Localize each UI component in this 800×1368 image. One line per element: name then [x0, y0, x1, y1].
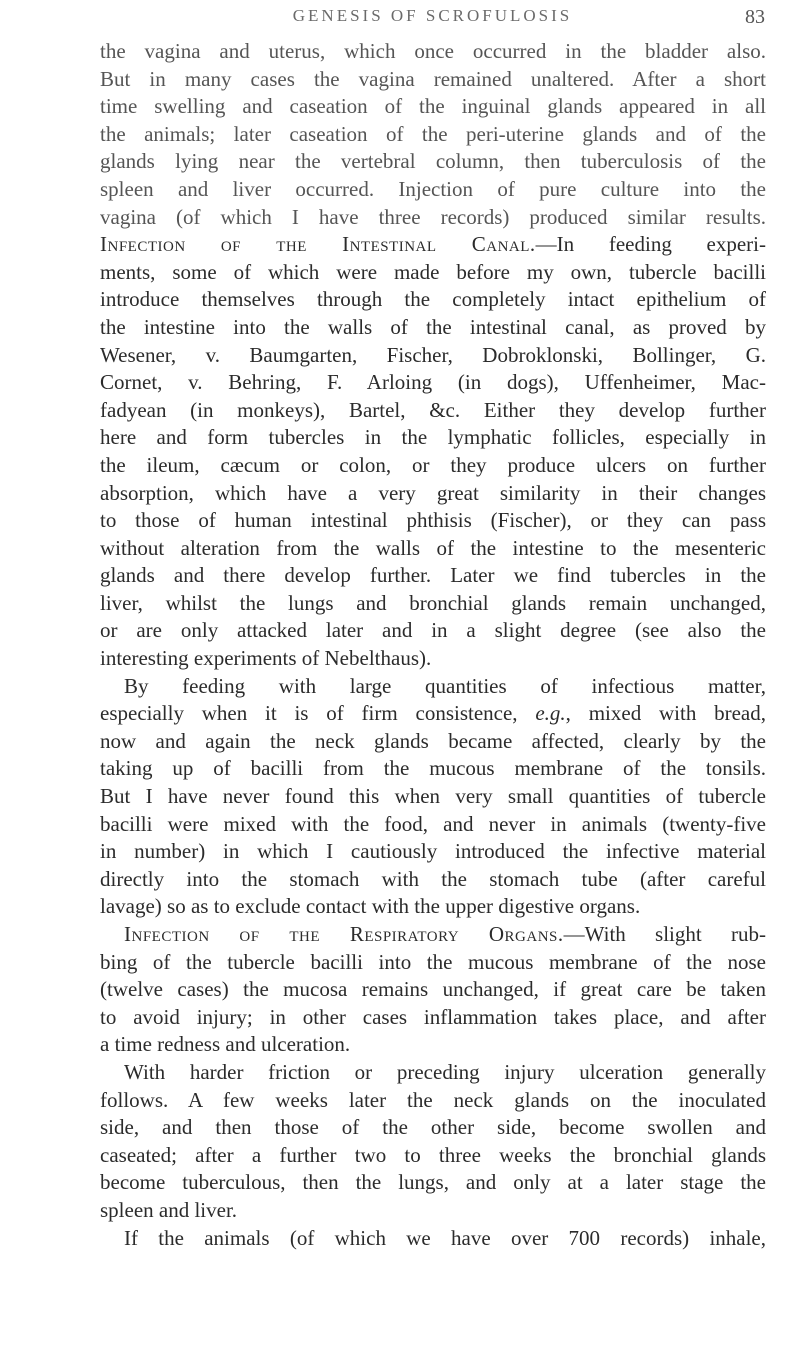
text-line: With harder friction or preceding injury ulceration generally: [124, 1059, 766, 1084]
text-line: spleen and liver occurred. Injection of pure culture into the: [100, 176, 766, 201]
text-line: If the animals (of which we have over 700 records) inhale,: [124, 1225, 766, 1250]
text-line: [100, 231, 766, 259]
text-line: glands lying near the vertebral column, then tuberculosis of the: [100, 149, 766, 174]
text-line: now and again the neck glands became affected, clearly by the: [100, 728, 766, 753]
text-line: absorption, which have a very great similarity in their changes: [100, 480, 766, 505]
running-head: [100, 6, 765, 32]
text-line: But I have never found this when very small quantities of tubercle: [100, 784, 766, 809]
italic-text: e.g.: [535, 701, 566, 726]
text-line: [100, 700, 766, 728]
text-line: to those of human intestinal phthisis (Fischer), or they can pass: [100, 508, 766, 533]
line-text: especially when it is of firm consistence,: [100, 701, 536, 726]
text-line: But in many cases the vagina remained unaltered. After a short: [100, 66, 766, 91]
text-line: follows. A few weeks later the neck glands on the inoculated: [100, 1087, 766, 1112]
text-line: (twelve cases) the mucosa remains unchanged, if great care be taken: [100, 977, 766, 1002]
text-line: Cornet, v. Behring, F. Arloing (in dogs), Uffenheimer, Mac-: [100, 370, 766, 395]
text-line: caseated; after a further two to three weeks the bronchial glands: [100, 1142, 766, 1167]
text-line: time swelling and caseation of the inguinal glands appeared in all: [100, 94, 766, 119]
page-number: 83: [745, 6, 765, 28]
text-line: bacilli were mixed with the food, and never in animals (twenty-five: [100, 811, 766, 836]
text-line: [100, 921, 766, 949]
text-line: taking up of bacilli from the mucous membrane of the tonsils.: [100, 756, 766, 781]
text-line: Wesener, v. Baumgarten, Fischer, Dobroklonski, Bollinger, G.: [100, 342, 766, 367]
text-line: without alteration from the walls of the intestine to the mesenteric: [100, 535, 766, 560]
text-line: introduce themselves through the completely intact epithelium of: [100, 287, 766, 312]
text-line: bing of the tubercle bacilli into the mucous membrane of the nose: [100, 949, 766, 974]
text-line: the animals; later caseation of the peri-uterine glands and of the: [100, 121, 766, 146]
text-line: or are only attacked later and in a slight degree (see also the: [100, 618, 766, 643]
running-title: GENESIS OF SCROFULOSIS: [292, 6, 573, 25]
text-line: a time redness and ulceration.: [100, 1032, 351, 1057]
section-heading: Infection of the Intestinal Canal.: [100, 232, 536, 257]
text-line: By feeding with large quantities of infectious matter,: [124, 673, 766, 698]
text-line: interesting experiments of Nebelthaus).: [100, 646, 432, 671]
line-text: —With slight rub-: [563, 922, 766, 946]
body-text: [100, 38, 766, 1252]
text-line: become tuberculous, then the lungs, and only at a later stage the: [100, 1170, 766, 1195]
text-line: here and form tubercles in the lymphatic follicles, especially in: [100, 425, 766, 450]
section-heading: Infection of the Respiratory Organs.: [124, 922, 564, 946]
text-line: liver, whilst the lungs and bronchial glands remain unchanged,: [100, 590, 766, 615]
text-line: ments, some of which were made before my own, tubercle bacilli: [100, 259, 766, 284]
text-line: directly into the stomach with the stomach tube (after careful: [100, 866, 766, 891]
text-line: spleen and liver.: [100, 1197, 238, 1222]
line-text: —In feeding experi-: [535, 232, 766, 257]
text-line: the intestine into the walls of the intestinal canal, as proved by: [100, 314, 766, 339]
text-line: to avoid injury; in other cases inflammation takes place, and after: [100, 1004, 766, 1029]
text-line: vagina (of which I have three records) produced similar results.: [100, 204, 766, 229]
text-line: the ileum, cæcum or colon, or they produce ulcers on further: [100, 452, 766, 477]
text-line: side, and then those of the other side, become swollen and: [100, 1115, 766, 1140]
text-line: the vagina and uterus, which once occurred in the bladder also.: [100, 39, 766, 63]
text-line: in number) in which I cautiously introduced the infective material: [100, 839, 766, 864]
text-line: lavage) so as to exclude contact with the upper digestive organs.: [100, 894, 641, 919]
text-line: glands and there develop further. Later we find tubercles in the: [100, 563, 766, 588]
text-line: fadyean (in monkeys), Bartel, &c. Either they develop further: [100, 397, 766, 422]
line-text: , mixed with bread,: [565, 701, 766, 726]
